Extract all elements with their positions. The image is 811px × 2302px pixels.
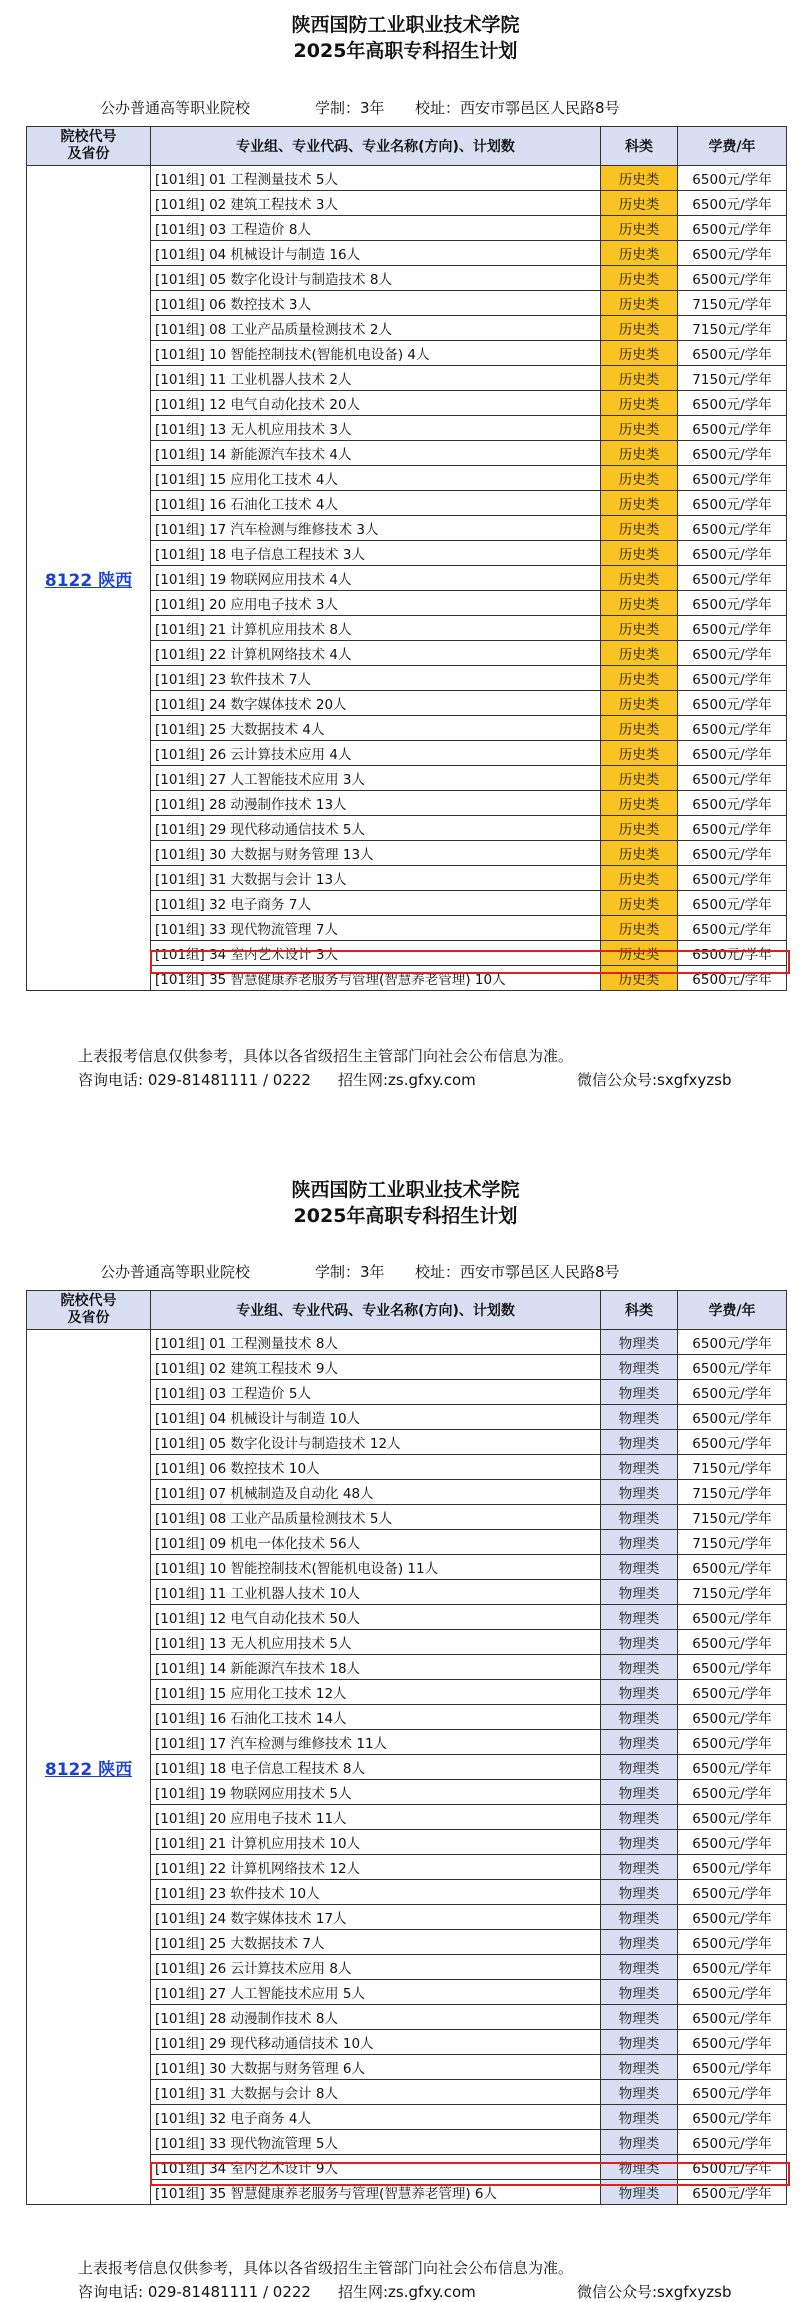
fee-cell: 6500元/学年 bbox=[678, 591, 787, 616]
major-cell: [101组] 33 现代物流管理 5人 bbox=[151, 2130, 601, 2155]
major-cell: [101组] 13 无人机应用技术 5人 bbox=[151, 1630, 601, 1655]
major-cell: [101组] 16 石油化工技术 14人 bbox=[151, 1705, 601, 1730]
major-cell: [101组] 09 机电一体化技术 56人 bbox=[151, 1530, 601, 1555]
fee-cell: 6500元/学年 bbox=[678, 1630, 787, 1655]
fee-cell: 7150元/学年 bbox=[678, 1455, 787, 1480]
footer-note: 上表报考信息仅供参考，具体以各省级招生主管部门向社会公布信息为准。 bbox=[78, 1047, 574, 1065]
category-cell: 历史类 bbox=[601, 666, 678, 691]
category-cell: 历史类 bbox=[601, 641, 678, 666]
major-cell: [101组] 11 工业机器人技术 10人 bbox=[151, 1580, 601, 1605]
category-cell: 历史类 bbox=[601, 391, 678, 416]
fee-cell: 6500元/学年 bbox=[678, 866, 787, 891]
major-cell: [101组] 24 数字媒体技术 20人 bbox=[151, 691, 601, 716]
major-cell: [101组] 17 汽车检测与维修技术 11人 bbox=[151, 1730, 601, 1755]
major-cell: [101组] 20 应用电子技术 3人 bbox=[151, 591, 601, 616]
category-cell: 历史类 bbox=[601, 516, 678, 541]
fee-cell: 6500元/学年 bbox=[678, 1755, 787, 1780]
category-cell: 物理类 bbox=[601, 1980, 678, 2005]
category-cell: 物理类 bbox=[601, 1630, 678, 1655]
fee-cell: 6500元/学年 bbox=[678, 1880, 787, 1905]
category-cell: 历史类 bbox=[601, 941, 678, 966]
fee-cell: 7150元/学年 bbox=[678, 316, 787, 341]
major-cell: [101组] 23 软件技术 10人 bbox=[151, 1880, 601, 1905]
major-cell: [101组] 22 计算机网络技术 12人 bbox=[151, 1855, 601, 1880]
fee-cell: 6500元/学年 bbox=[678, 266, 787, 291]
category-cell: 物理类 bbox=[601, 1605, 678, 1630]
header-category: 科类 bbox=[601, 127, 678, 166]
category-cell: 物理类 bbox=[601, 2130, 678, 2155]
category-cell: 物理类 bbox=[601, 1555, 678, 1580]
fee-cell: 6500元/学年 bbox=[678, 2080, 787, 2105]
category-cell: 物理类 bbox=[601, 1355, 678, 1380]
fee-cell: 6500元/学年 bbox=[678, 1380, 787, 1405]
school-name: 陕西国防工业职业技术学院 bbox=[291, 1179, 520, 1201]
category-cell: 物理类 bbox=[601, 1655, 678, 1680]
major-cell: [101组] 12 电气自动化技术 50人 bbox=[151, 1605, 601, 1630]
major-cell: [101组] 17 汽车检测与维修技术 3人 bbox=[151, 516, 601, 541]
fee-cell: 6500元/学年 bbox=[678, 1855, 787, 1880]
major-cell: [101组] 21 计算机应用技术 10人 bbox=[151, 1830, 601, 1855]
major-cell: [101组] 20 应用电子技术 11人 bbox=[151, 1805, 601, 1830]
major-cell: [101组] 21 计算机应用技术 8人 bbox=[151, 616, 601, 641]
major-cell: [101组] 29 现代移动通信技术 5人 bbox=[151, 816, 601, 841]
fee-cell: 6500元/学年 bbox=[678, 691, 787, 716]
fee-cell: 7150元/学年 bbox=[678, 1580, 787, 1605]
fee-cell: 7150元/学年 bbox=[678, 366, 787, 391]
major-cell: [101组] 31 大数据与会计 8人 bbox=[151, 2080, 601, 2105]
plan-title: 2025年高职专科招生计划 bbox=[293, 40, 518, 62]
footer-phone: 咨询电话: 029-81481111 / 0222 bbox=[78, 2283, 311, 2301]
fee-cell: 6500元/学年 bbox=[678, 2030, 787, 2055]
plan-table bbox=[26, 126, 787, 991]
fee-cell: 6500元/学年 bbox=[678, 716, 787, 741]
fee-cell: 6500元/学年 bbox=[678, 491, 787, 516]
fee-cell: 7150元/学年 bbox=[678, 291, 787, 316]
fee-cell: 6500元/学年 bbox=[678, 1705, 787, 1730]
category-cell: 历史类 bbox=[601, 416, 678, 441]
fee-cell: 6500元/学年 bbox=[678, 341, 787, 366]
category-cell: 物理类 bbox=[601, 2155, 678, 2180]
category-cell: 历史类 bbox=[601, 441, 678, 466]
school-meta bbox=[0, 1261, 811, 1281]
category-cell: 物理类 bbox=[601, 1730, 678, 1755]
header-code: 院校代号 及省份 bbox=[27, 1291, 151, 1330]
fee-cell: 6500元/学年 bbox=[678, 2055, 787, 2080]
fee-cell: 6500元/学年 bbox=[678, 2130, 787, 2155]
major-cell: [101组] 02 建筑工程技术 9人 bbox=[151, 1355, 601, 1380]
category-cell: 历史类 bbox=[601, 841, 678, 866]
school-code-link[interactable]: 8122 陕西 bbox=[27, 166, 151, 991]
table-header-row bbox=[27, 127, 787, 166]
school-duration: 学制：3年 bbox=[315, 1263, 385, 1281]
school-type: 公办普通高等职业院校 bbox=[100, 1263, 251, 1281]
fee-cell: 6500元/学年 bbox=[678, 1605, 787, 1630]
fee-cell: 7150元/学年 bbox=[678, 1530, 787, 1555]
major-cell: [101组] 19 物联网应用技术 4人 bbox=[151, 566, 601, 591]
category-cell: 物理类 bbox=[601, 2180, 678, 2205]
fee-cell: 6500元/学年 bbox=[678, 2180, 787, 2205]
category-cell: 物理类 bbox=[601, 2005, 678, 2030]
fee-cell: 6500元/学年 bbox=[678, 1430, 787, 1455]
category-cell: 物理类 bbox=[601, 1830, 678, 1855]
category-cell: 物理类 bbox=[601, 2105, 678, 2130]
category-cell: 历史类 bbox=[601, 966, 678, 991]
fee-cell: 6500元/学年 bbox=[678, 2105, 787, 2130]
major-cell: [101组] 05 数字化设计与制造技术 8人 bbox=[151, 266, 601, 291]
plan-section-physics bbox=[0, 1165, 811, 2300]
major-cell: [101组] 22 计算机网络技术 4人 bbox=[151, 641, 601, 666]
major-cell: [101组] 32 电子商务 7人 bbox=[151, 891, 601, 916]
fee-cell: 6500元/学年 bbox=[678, 1980, 787, 2005]
footer-site: 招生网:zs.gfxy.com bbox=[338, 1071, 476, 1089]
fee-cell: 6500元/学年 bbox=[678, 666, 787, 691]
major-cell: [101组] 35 智慧健康养老服务与管理(智慧养老管理) 10人 bbox=[151, 966, 601, 991]
fee-cell: 7150元/学年 bbox=[678, 1480, 787, 1505]
major-cell: [101组] 26 云计算技术应用 4人 bbox=[151, 741, 601, 766]
fee-cell: 6500元/学年 bbox=[678, 391, 787, 416]
fee-cell: 6500元/学年 bbox=[678, 191, 787, 216]
category-cell: 历史类 bbox=[601, 916, 678, 941]
table-row bbox=[27, 1330, 787, 1355]
major-cell: [101组] 07 机械制造及自动化 48人 bbox=[151, 1480, 601, 1505]
major-cell: [101组] 03 工程造价 5人 bbox=[151, 1380, 601, 1405]
major-cell: [101组] 03 工程造价 8人 bbox=[151, 216, 601, 241]
category-cell: 历史类 bbox=[601, 891, 678, 916]
category-cell: 历史类 bbox=[601, 291, 678, 316]
category-cell: 历史类 bbox=[601, 266, 678, 291]
fee-cell: 6500元/学年 bbox=[678, 1355, 787, 1380]
major-cell: [101组] 35 智慧健康养老服务与管理(智慧养老管理) 6人 bbox=[151, 2180, 601, 2205]
header-code: 院校代号 及省份 bbox=[27, 127, 151, 166]
major-cell: [101组] 08 工业产品质量检测技术 5人 bbox=[151, 1505, 601, 1530]
plan-section-history bbox=[0, 0, 811, 1140]
major-cell: [101组] 25 大数据技术 7人 bbox=[151, 1930, 601, 1955]
category-cell: 物理类 bbox=[601, 1530, 678, 1555]
major-cell: [101组] 01 工程测量技术 8人 bbox=[151, 1330, 601, 1355]
school-type: 公办普通高等职业院校 bbox=[100, 99, 251, 117]
category-cell: 历史类 bbox=[601, 491, 678, 516]
category-cell: 物理类 bbox=[601, 1905, 678, 1930]
fee-cell: 6500元/学年 bbox=[678, 1330, 787, 1355]
fee-cell: 6500元/学年 bbox=[678, 1655, 787, 1680]
category-cell: 历史类 bbox=[601, 341, 678, 366]
major-cell: [101组] 06 数控技术 10人 bbox=[151, 1455, 601, 1480]
category-cell: 物理类 bbox=[601, 2080, 678, 2105]
school-name: 陕西国防工业职业技术学院 bbox=[291, 14, 520, 36]
section-title bbox=[0, 1177, 811, 1229]
table-header-row bbox=[27, 1291, 787, 1330]
category-cell: 历史类 bbox=[601, 366, 678, 391]
major-cell: [101组] 18 电子信息工程技术 8人 bbox=[151, 1755, 601, 1780]
fee-cell: 6500元/学年 bbox=[678, 841, 787, 866]
major-cell: [101组] 30 大数据与财务管理 6人 bbox=[151, 2055, 601, 2080]
category-cell: 物理类 bbox=[601, 1855, 678, 1880]
fee-cell: 6500元/学年 bbox=[678, 966, 787, 991]
category-cell: 物理类 bbox=[601, 1505, 678, 1530]
category-cell: 物理类 bbox=[601, 2030, 678, 2055]
category-cell: 历史类 bbox=[601, 166, 678, 191]
category-cell: 物理类 bbox=[601, 1405, 678, 1430]
category-cell: 物理类 bbox=[601, 1455, 678, 1480]
footer-wechat: 微信公众号:sxgfxyzsb bbox=[577, 1071, 732, 1089]
school-address: 校址：西安市鄠邑区人民路8号 bbox=[415, 99, 620, 117]
fee-cell: 6500元/学年 bbox=[678, 891, 787, 916]
category-cell: 物理类 bbox=[601, 1580, 678, 1605]
footer-wechat: 微信公众号:sxgfxyzsb bbox=[577, 2283, 732, 2301]
fee-cell: 6500元/学年 bbox=[678, 466, 787, 491]
category-cell: 历史类 bbox=[601, 591, 678, 616]
major-cell: [101组] 08 工业产品质量检测技术 2人 bbox=[151, 316, 601, 341]
category-cell: 历史类 bbox=[601, 191, 678, 216]
major-cell: [101组] 33 现代物流管理 7人 bbox=[151, 916, 601, 941]
school-address: 校址：西安市鄠邑区人民路8号 bbox=[415, 1263, 620, 1281]
fee-cell: 6500元/学年 bbox=[678, 766, 787, 791]
major-cell: [101组] 02 建筑工程技术 3人 bbox=[151, 191, 601, 216]
category-cell: 历史类 bbox=[601, 716, 678, 741]
fee-cell: 6500元/学年 bbox=[678, 2155, 787, 2180]
fee-cell: 6500元/学年 bbox=[678, 241, 787, 266]
major-cell: [101组] 01 工程测量技术 5人 bbox=[151, 166, 601, 191]
major-cell: [101组] 30 大数据与财务管理 13人 bbox=[151, 841, 601, 866]
fee-cell: 6500元/学年 bbox=[678, 1955, 787, 1980]
category-cell: 历史类 bbox=[601, 691, 678, 716]
major-cell: [101组] 16 石油化工技术 4人 bbox=[151, 491, 601, 516]
category-cell: 历史类 bbox=[601, 791, 678, 816]
fee-cell: 6500元/学年 bbox=[678, 1930, 787, 1955]
fee-cell: 6500元/学年 bbox=[678, 1680, 787, 1705]
category-cell: 物理类 bbox=[601, 1880, 678, 1905]
major-cell: [101组] 12 电气自动化技术 20人 bbox=[151, 391, 601, 416]
fee-cell: 6500元/学年 bbox=[678, 166, 787, 191]
major-cell: [101组] 27 人工智能技术应用 5人 bbox=[151, 1980, 601, 2005]
school-code-link[interactable]: 8122 陕西 bbox=[27, 1330, 151, 2205]
fee-cell: 6500元/学年 bbox=[678, 441, 787, 466]
category-cell: 物理类 bbox=[601, 1705, 678, 1730]
major-cell: [101组] 25 大数据技术 4人 bbox=[151, 716, 601, 741]
major-cell: [101组] 11 工业机器人技术 2人 bbox=[151, 366, 601, 391]
plan-title: 2025年高职专科招生计划 bbox=[293, 1205, 518, 1227]
category-cell: 历史类 bbox=[601, 766, 678, 791]
fee-cell: 7150元/学年 bbox=[678, 1505, 787, 1530]
major-cell: [101组] 10 智能控制技术(智能机电设备) 4人 bbox=[151, 341, 601, 366]
fee-cell: 6500元/学年 bbox=[678, 2005, 787, 2030]
fee-cell: 6500元/学年 bbox=[678, 791, 787, 816]
fee-cell: 6500元/学年 bbox=[678, 1830, 787, 1855]
major-cell: [101组] 27 人工智能技术应用 3人 bbox=[151, 766, 601, 791]
major-cell: [101组] 13 无人机应用技术 3人 bbox=[151, 416, 601, 441]
major-cell: [101组] 31 大数据与会计 13人 bbox=[151, 866, 601, 891]
major-cell: [101组] 28 动漫制作技术 8人 bbox=[151, 2005, 601, 2030]
category-cell: 历史类 bbox=[601, 816, 678, 841]
major-cell: [101组] 14 新能源汽车技术 18人 bbox=[151, 1655, 601, 1680]
fee-cell: 6500元/学年 bbox=[678, 566, 787, 591]
fee-cell: 6500元/学年 bbox=[678, 1730, 787, 1755]
school-meta bbox=[0, 97, 811, 117]
category-cell: 物理类 bbox=[601, 2055, 678, 2080]
fee-cell: 6500元/学年 bbox=[678, 1405, 787, 1430]
category-cell: 物理类 bbox=[601, 1780, 678, 1805]
fee-cell: 6500元/学年 bbox=[678, 1905, 787, 1930]
major-cell: [101组] 26 云计算技术应用 8人 bbox=[151, 1955, 601, 1980]
header-major: 专业组、专业代码、专业名称(方向)、计划数 bbox=[151, 1291, 601, 1330]
major-cell: [101组] 28 动漫制作技术 13人 bbox=[151, 791, 601, 816]
fee-cell: 6500元/学年 bbox=[678, 641, 787, 666]
category-cell: 历史类 bbox=[601, 466, 678, 491]
major-cell: [101组] 04 机械设计与制造 16人 bbox=[151, 241, 601, 266]
fee-cell: 6500元/学年 bbox=[678, 1780, 787, 1805]
header-category: 科类 bbox=[601, 1291, 678, 1330]
category-cell: 物理类 bbox=[601, 1330, 678, 1355]
category-cell: 物理类 bbox=[601, 1955, 678, 1980]
footer-note: 上表报考信息仅供参考，具体以各省级招生主管部门向社会公布信息为准。 bbox=[78, 2259, 574, 2277]
fee-cell: 6500元/学年 bbox=[678, 1555, 787, 1580]
category-cell: 物理类 bbox=[601, 1930, 678, 1955]
category-cell: 历史类 bbox=[601, 241, 678, 266]
fee-cell: 6500元/学年 bbox=[678, 741, 787, 766]
major-cell: [101组] 29 现代移动通信技术 10人 bbox=[151, 2030, 601, 2055]
major-cell: [101组] 18 电子信息工程技术 3人 bbox=[151, 541, 601, 566]
major-cell: [101组] 05 数字化设计与制造技术 12人 bbox=[151, 1430, 601, 1455]
major-cell: [101组] 06 数控技术 3人 bbox=[151, 291, 601, 316]
category-cell: 物理类 bbox=[601, 1805, 678, 1830]
fee-cell: 6500元/学年 bbox=[678, 541, 787, 566]
category-cell: 物理类 bbox=[601, 1480, 678, 1505]
category-cell: 历史类 bbox=[601, 316, 678, 341]
major-cell: [101组] 34 室内艺术设计 3人 bbox=[151, 941, 601, 966]
plan-table bbox=[26, 1290, 787, 2205]
major-cell: [101组] 24 数字媒体技术 17人 bbox=[151, 1905, 601, 1930]
fee-cell: 6500元/学年 bbox=[678, 916, 787, 941]
major-cell: [101组] 15 应用化工技术 12人 bbox=[151, 1680, 601, 1705]
major-cell: [101组] 04 机械设计与制造 10人 bbox=[151, 1405, 601, 1430]
major-cell: [101组] 34 室内艺术设计 9人 bbox=[151, 2155, 601, 2180]
major-cell: [101组] 23 软件技术 7人 bbox=[151, 666, 601, 691]
category-cell: 物理类 bbox=[601, 1755, 678, 1780]
table-row bbox=[27, 166, 787, 191]
fee-cell: 6500元/学年 bbox=[678, 516, 787, 541]
category-cell: 物理类 bbox=[601, 1430, 678, 1455]
fee-cell: 6500元/学年 bbox=[678, 416, 787, 441]
header-fee: 学费/年 bbox=[678, 1291, 787, 1330]
footer-phone: 咨询电话: 029-81481111 / 0222 bbox=[78, 1071, 311, 1089]
major-cell: [101组] 19 物联网应用技术 5人 bbox=[151, 1780, 601, 1805]
fee-cell: 6500元/学年 bbox=[678, 616, 787, 641]
fee-cell: 6500元/学年 bbox=[678, 816, 787, 841]
major-cell: [101组] 10 智能控制技术(智能机电设备) 11人 bbox=[151, 1555, 601, 1580]
fee-cell: 6500元/学年 bbox=[678, 216, 787, 241]
fee-cell: 6500元/学年 bbox=[678, 941, 787, 966]
school-duration: 学制：3年 bbox=[315, 99, 385, 117]
major-cell: [101组] 32 电子商务 4人 bbox=[151, 2105, 601, 2130]
category-cell: 物理类 bbox=[601, 1680, 678, 1705]
major-cell: [101组] 15 应用化工技术 4人 bbox=[151, 466, 601, 491]
category-cell: 历史类 bbox=[601, 866, 678, 891]
category-cell: 历史类 bbox=[601, 566, 678, 591]
fee-cell: 6500元/学年 bbox=[678, 1805, 787, 1830]
category-cell: 物理类 bbox=[601, 1380, 678, 1405]
category-cell: 历史类 bbox=[601, 616, 678, 641]
category-cell: 历史类 bbox=[601, 541, 678, 566]
header-major: 专业组、专业代码、专业名称(方向)、计划数 bbox=[151, 127, 601, 166]
footer-site: 招生网:zs.gfxy.com bbox=[338, 2283, 476, 2301]
header-fee: 学费/年 bbox=[678, 127, 787, 166]
major-cell: [101组] 14 新能源汽车技术 4人 bbox=[151, 441, 601, 466]
category-cell: 历史类 bbox=[601, 741, 678, 766]
category-cell: 历史类 bbox=[601, 216, 678, 241]
section-title bbox=[0, 12, 811, 64]
